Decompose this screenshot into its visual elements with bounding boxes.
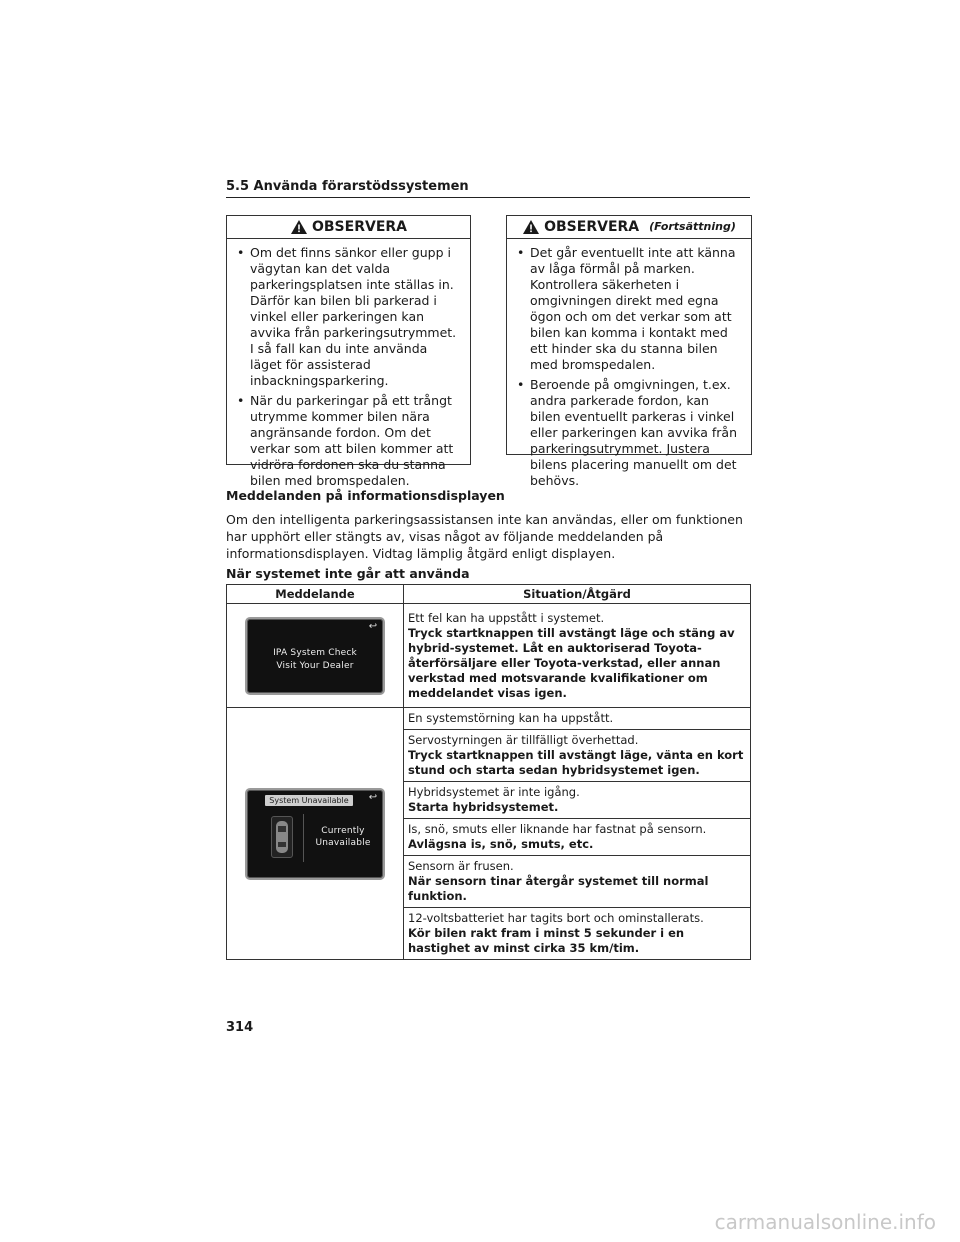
action-text: När sensorn tinar återgår systemet till normal funktion. bbox=[408, 874, 709, 903]
page-number: 314 bbox=[226, 1020, 254, 1035]
action-text: Tryck startknappen till avstängt läge, vänta en kort stund och starta sedan hybridsystemet igen. bbox=[408, 748, 744, 777]
action-text: Avlägsna is, snö, smuts, etc. bbox=[408, 837, 594, 851]
warning-list bbox=[227, 239, 470, 499]
screen-text: Unavailable bbox=[315, 837, 371, 848]
watermark: carmanualsonline.info bbox=[714, 1210, 936, 1234]
warning-item: • Beroende på omgivningen, t.ex. andra parkerade fordon, kan bilen eventuellt parkeras i vinkel eller parkeringen kan avvika från parkeringsutrymmet. Justera bilens placering manuellt om det behövs. bbox=[515, 377, 743, 489]
back-arrow-icon: ↩ bbox=[368, 620, 378, 632]
situation-cell bbox=[404, 730, 751, 782]
action-text: Tryck startknappen till avstängt läge och stäng av hybrid-systemet. Låt en auktoriserad Toyota-återförsäljare eller Toyota-verkstad, eller annan verkstad med motsvarande kvalifikationer om meddelandet visas igen. bbox=[408, 625, 735, 700]
situation-text: Sensorn är frusen. bbox=[408, 859, 514, 873]
warning-item: • Det går eventuellt inte att känna av låga förmål på marken. Kontrollera säkerheten i omgivningen direkt med egna ögon och om det verkar som att bilen kan komma i kontakt med ett hinder ska du stanna bilen med bromspedalen. bbox=[515, 245, 743, 373]
warning-icon bbox=[290, 219, 308, 235]
action-text: Starta hybridsystemet. bbox=[408, 800, 559, 814]
situation-cell bbox=[404, 908, 751, 960]
warning-continued: (Fortsättning) bbox=[649, 220, 736, 233]
situation-text: En systemstörning kan ha uppstått. bbox=[408, 711, 614, 725]
message-table bbox=[226, 584, 751, 960]
warning-item: • När du parkeringar på ett trångt utrymme kommer bilen nära angränsande fordon. Om det verkar som att bilen kommer att vidröra fordonen ska du stanna bilen med bromspedalen. bbox=[235, 393, 462, 489]
message-image-cell bbox=[227, 604, 404, 708]
column-header-message: Meddelande bbox=[227, 585, 404, 604]
situation-cell bbox=[404, 604, 751, 708]
message-image-cell bbox=[227, 708, 404, 960]
situation-cell bbox=[404, 819, 751, 856]
warning-item: • Om det finns sänkor eller gupp i vägytan kan det valda parkeringsplatsen inte ställas in. Därför kan bilen bli parkerad i vinkel eller parkeringen kan avvika från parkeringsutrymmet. I så fall kan du inte använda läget för assisterad inbackningsparkering. bbox=[235, 245, 462, 389]
screen-text: IPA System Check bbox=[273, 647, 357, 658]
screen-text: Currently bbox=[321, 825, 365, 836]
table-row bbox=[227, 708, 751, 730]
display-screen-ipa-check bbox=[245, 617, 385, 695]
table-header-row bbox=[227, 585, 751, 604]
screen-tag: System Unavailable bbox=[265, 795, 353, 806]
warning-title: OBSERVERA bbox=[311, 219, 407, 235]
situation-text: 12-voltsbatteriet har tagits bort och ominstallerats. bbox=[408, 911, 704, 925]
warning-icon bbox=[522, 219, 540, 235]
warning-box-right bbox=[506, 215, 752, 488]
situation-cell bbox=[404, 708, 751, 730]
table-row bbox=[227, 604, 751, 708]
warning-header bbox=[507, 216, 751, 239]
warning-list bbox=[507, 239, 751, 499]
warning-box-left bbox=[226, 215, 471, 488]
screen-text: Visit Your Dealer bbox=[276, 660, 354, 671]
situation-text: Servostyrningen är tillfälligt överhettad. bbox=[408, 733, 639, 747]
section-title: Meddelanden på informationsdisplayen bbox=[226, 488, 505, 503]
display-screen-unavailable bbox=[245, 788, 385, 880]
section-header: 5.5 Använda förarstödssystemen bbox=[226, 179, 750, 198]
warning-header bbox=[227, 216, 470, 239]
warning-title: OBSERVERA bbox=[544, 219, 640, 235]
back-arrow-icon: ↩ bbox=[368, 791, 378, 803]
situation-text: Ett fel kan ha uppstått i systemet. bbox=[408, 610, 605, 625]
situation-cell bbox=[404, 856, 751, 908]
subsection-title: När systemet inte går att använda bbox=[226, 566, 470, 581]
intro-paragraph: Om den intelligenta parkeringsassistansen inte kan användas, eller om funktionen har upphört eller stängts av, visas något av följande meddelanden på informationsdisplayen. Vidtag lämplig åtgärd enligt displayen. bbox=[226, 512, 743, 561]
action-text: Kör bilen rakt fram i minst 5 sekunder i en hastighet av minst cirka 35 km/tim. bbox=[408, 926, 685, 955]
situation-cell bbox=[404, 782, 751, 819]
situation-text: Hybridsystemet är inte igång. bbox=[408, 785, 580, 799]
column-header-situation: Situation/Åtgärd bbox=[404, 585, 751, 604]
situation-text: Is, snö, smuts eller liknande har fastnat på sensorn. bbox=[408, 822, 707, 836]
